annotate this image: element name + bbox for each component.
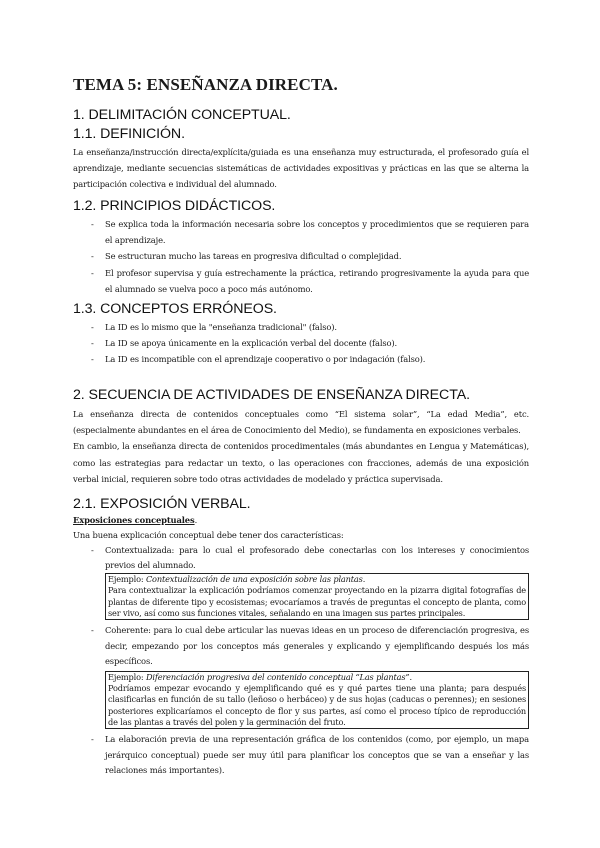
- subsection-label-line: [73, 513, 529, 528]
- principles-list: [73, 216, 529, 297]
- section-1-1-heading: 1.1. DEFINICIÓN.: [73, 126, 185, 142]
- example-box-1: [105, 573, 529, 620]
- section-2-paragraph-1: La enseñanza directa de contenidos conceptuales como “El sistema solar”, “La edad Media”, etc. (especialmente abundantes en el área de Conocimiento del Medio), se fundamenta en exposiciones verbales.: [73, 409, 529, 436]
- list-item: - La ID se apoya únicamente en la explicación verbal del docente (falso).: [73, 335, 529, 351]
- misconceptions-list: [73, 319, 529, 368]
- example-1-title: Contextualización de una exposición sobre las plantas.: [145, 574, 366, 584]
- section-2-1-heading: 2.1. EXPOSICIÓN VERBAL.: [73, 496, 251, 512]
- characteristics-list-3: [73, 732, 529, 779]
- list-item: - La ID es incompatible con el aprendizaje cooperativo o por indagación (falso).: [73, 351, 529, 367]
- example-2-title: Diferenciación progresiva del contenido conceptual “Las plantas”.: [145, 671, 412, 682]
- section-1-3-heading: 1.3. CONCEPTOS ERRÓNEOS.: [73, 301, 277, 317]
- section-2-paragraph-2: En cambio, la enseñanza directa de contenidos procedimentales (más abundantes en Lengua y Matemáticas), como las estrategias para redactar un texto, o las operaciones con fracciones, además de una exposición verbal inicial, requieren sobre todo otras actividades de modelado y práctica supervisada.: [73, 441, 529, 484]
- list-item: - La ID es lo mismo que la "enseñanza tradicional" (falso).: [73, 319, 529, 335]
- characteristics-list-2: [73, 623, 529, 670]
- list-item: - El profesor supervisa y guía estrechamente la práctica, retirando progresivamente la ayuda para que el alumnado se vuelva poco a poco más autónomo.: [73, 265, 529, 297]
- section-2: [73, 387, 529, 487]
- example-2-label: Ejemplo:: [108, 671, 146, 682]
- example-1-label: Ejemplo:: [108, 574, 146, 584]
- exposiciones-label: Exposiciones conceptuales: [73, 515, 195, 525]
- document-title: TEMA 5: ENSEÑANZA DIRECTA.: [73, 75, 338, 94]
- section-2-heading: 2. SECUENCIA DE ACTIVIDADES DE ENSEÑANZA DIRECTA.: [73, 387, 470, 403]
- section-1-2: [73, 198, 529, 297]
- label-period: .: [194, 515, 198, 525]
- list-item: - Se explica toda la información necesaria sobre los conceptos y procedimientos que se requieren para el aprendizaje.: [73, 216, 529, 248]
- section-1-heading: 1. DELIMITACIÓN CONCEPTUAL.: [73, 107, 291, 123]
- section-1-3: [73, 301, 529, 368]
- section-1: [73, 107, 529, 193]
- section-2-1: [73, 496, 529, 779]
- example-1-text: Para contextualizar la explicación podríamos comenzar proyectando en la pizarra digital fotografías de plantas de diferente tipo y ecosistemas; evocaríamos a través de preguntas el concepto de planta, como ser vivo, así como sus funciones vitales, señalando en una imagen sus partes principales.: [108, 585, 526, 618]
- list-item: - Se estructuran mucho las tareas en progresiva dificultad o complejidad.: [73, 248, 529, 264]
- list-item: - La elaboración previa de una representación gráfica de los contenidos (como, por ejemplo, un mapa jerárquico conceptual) puede ser muy útil para planificar los conceptos que se van a enseñar y las relaciones más importantes).: [73, 732, 529, 779]
- section-1-2-heading: 1.2. PRINCIPIOS DIDÁCTICOS.: [73, 198, 276, 214]
- characteristics-list: [73, 543, 529, 572]
- definition-paragraph: La enseñanza/instrucción directa/explícita/guiada es una enseñanza muy estructurada, el profesorado guía el aprendizaje, mediante secuencias sistemáticas de actividades expositivas y prácticas en las que se alterna la participación colectiva e individual del alumnado.: [73, 147, 529, 190]
- list-item: - Coherente: para lo cual debe articular las nuevas ideas en un proceso de diferenciación progresiva, es decir, empezando por los conceptos más generales y explicando y ejemplificando después los más específicos.: [73, 623, 529, 670]
- list-item: - Contextualizada: para lo cual el profesorado debe conectarlas con los intereses y conocimientos previos del alumnado.: [73, 543, 529, 572]
- intro-paragraph: Una buena explicación conceptual debe tener dos características:: [73, 530, 344, 540]
- example-2-text: Podríamos empezar evocando y ejemplificando qué es y qué partes tiene una planta; para después clasificarlas en función de su tallo (leñoso o herbáceo) y de sus hojas (caducas o perennes); en sesiones posteriores explicaríamos el concepto de flor y sus partes, así como el proceso típico de reproducción de las plantas a través del polen y la germinación del fruto.: [108, 682, 526, 727]
- example-box-2: [105, 671, 529, 729]
